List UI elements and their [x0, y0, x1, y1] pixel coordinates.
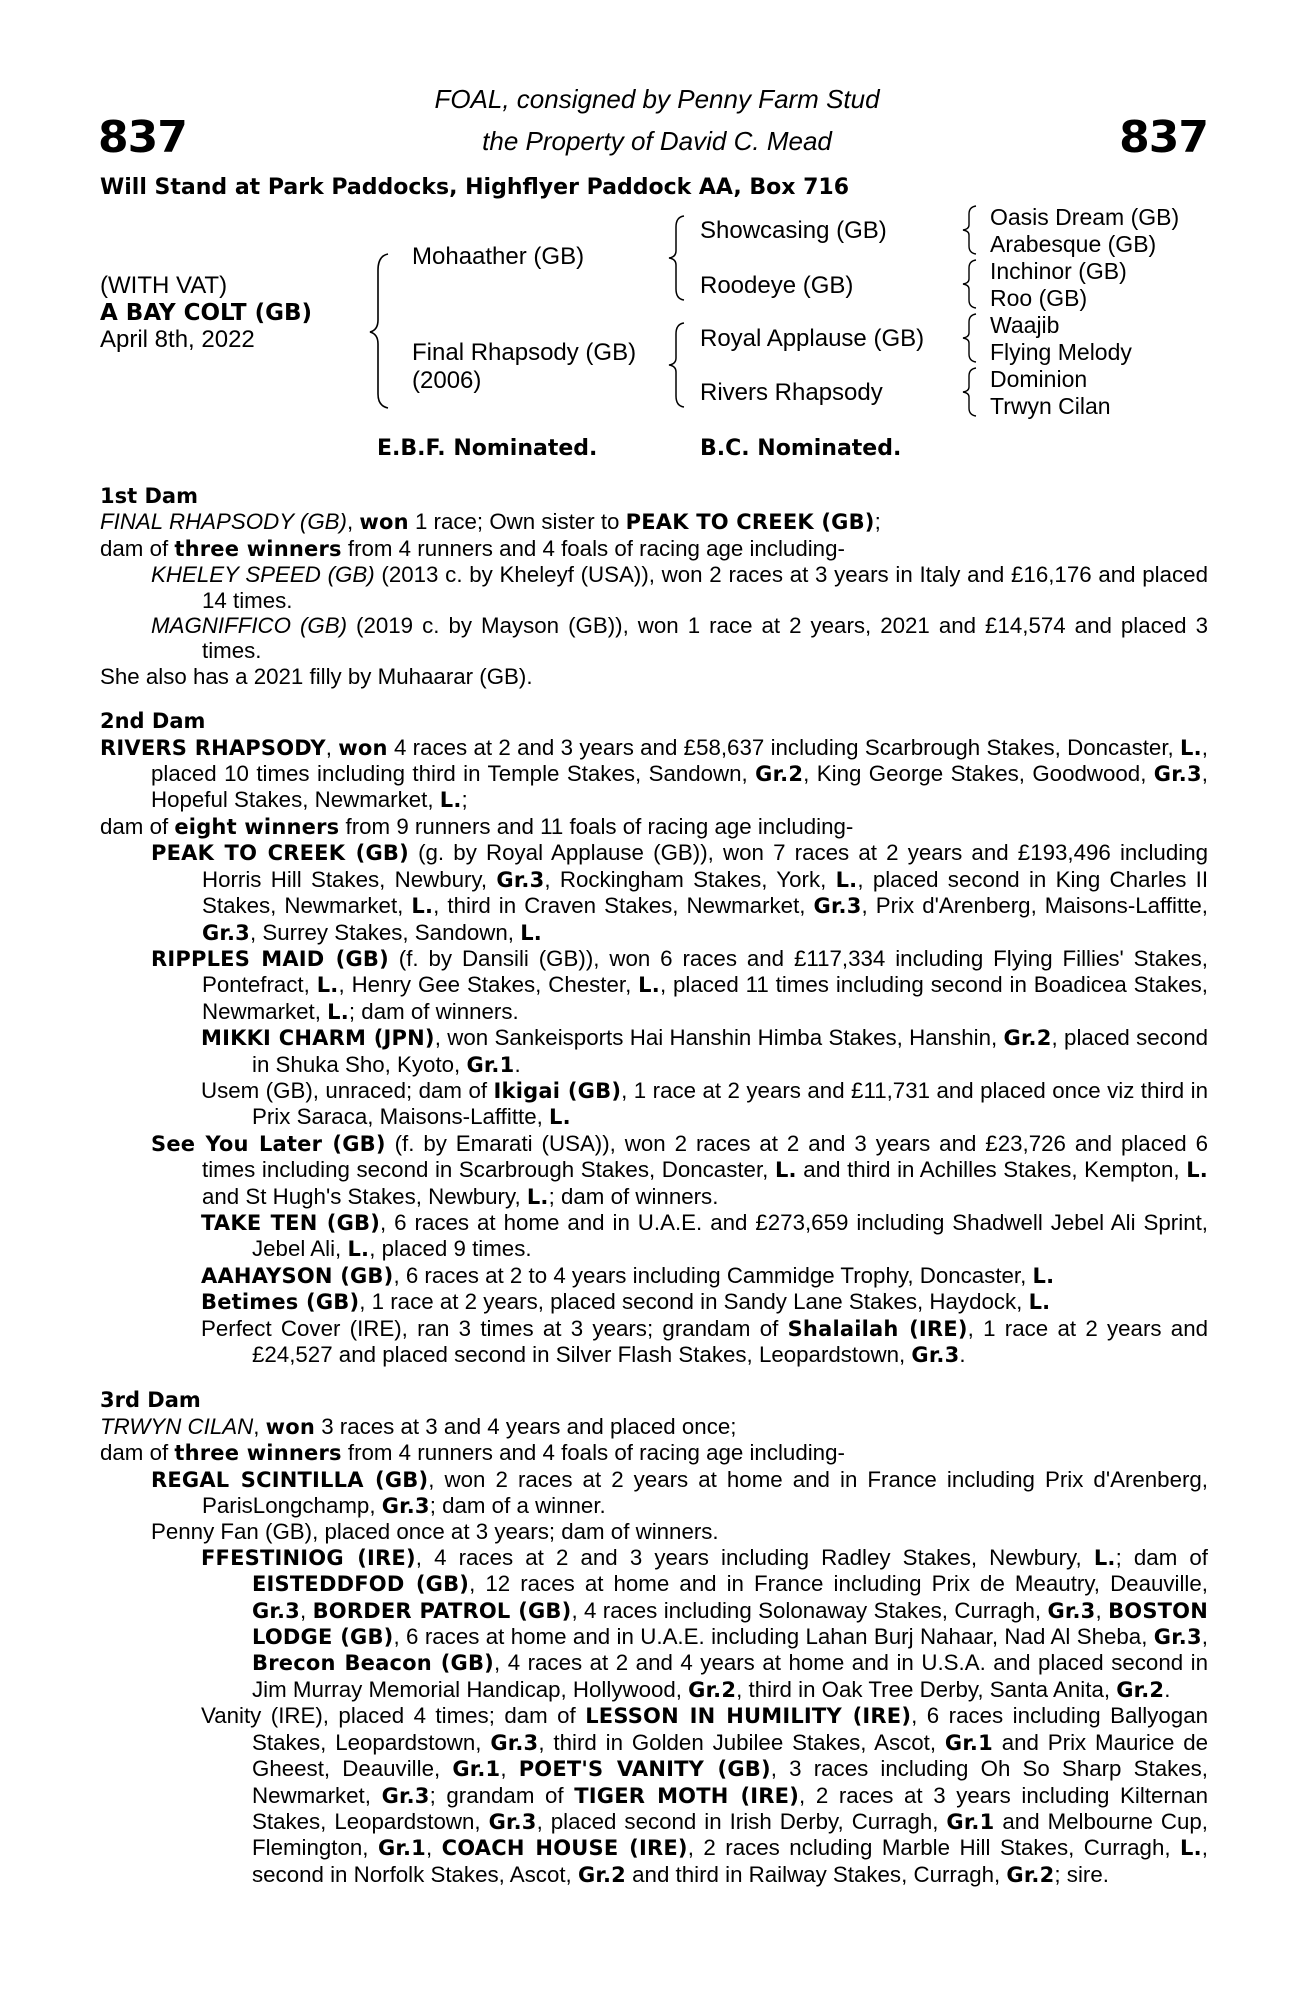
progeny-name: TAKE TEN (GB) [201, 1210, 381, 1235]
listed-badge: L. [411, 894, 434, 919]
progeny-name: BORDER PATROL (GB) [312, 1598, 572, 1623]
progeny-record: Usem (GB), unraced; dam of [201, 1077, 494, 1103]
progeny-record: , 6 races including Ballyogan Stakes, Leopardstown, [252, 1703, 1209, 1755]
progeny-record: , third in Craven Stakes, Newmarket, [433, 893, 814, 919]
pedigree-bracket-dam [666, 320, 690, 410]
first-dam-section [100, 484, 1208, 689]
third-dam-section [100, 1388, 1208, 1888]
horse-description: A BAY COLT (GB) [100, 300, 313, 326]
listed-badge: L. [1186, 1158, 1208, 1183]
pedigree-ds-dam: Flying Melody [990, 339, 1132, 365]
second-dam-heading: 2nd Dam [100, 709, 206, 734]
progeny-record: , placed second in King Charles II Stakes, Newmarket, [202, 866, 1209, 919]
group-badge: Gr.2 [577, 1862, 626, 1887]
group-badge: Gr.3 [488, 1809, 537, 1834]
progeny-record: (f. by Emarati (USA)), won 2 races at 2 and 3 years and £23,726 and placed 6 times including second in Scarbrough Stakes, Doncaster, [202, 1130, 1208, 1183]
third-dam-heading: 3rd Dam [100, 1388, 201, 1413]
progeny-record: and Melbourne Cup, Flemington, [252, 1808, 1208, 1861]
group-badge: Gr.1 [946, 1809, 995, 1834]
progeny-name: AAHAYSON (GB) [201, 1263, 394, 1288]
progeny-record: . [1164, 1676, 1171, 1702]
consignor-line: FOAL, consigned by Penny Farm Stud [434, 84, 880, 114]
progeny-record: , Rockingham Stakes, York, [544, 866, 836, 892]
first-dam-record: FINAL RHAPSODY (GB), won 1 race; Own sister to PEAK TO CREEK (GB); [100, 509, 881, 535]
progeny-record: , third in Golden Jubilee Stakes, Ascot, [538, 1729, 945, 1755]
progeny-record: , Prix d'Arenberg, Maisons-Laffitte, [861, 893, 1208, 919]
progeny-name: MIKKI CHARM (JPN) [201, 1026, 435, 1051]
group-badge: Gr.3 [1047, 1598, 1096, 1623]
foaled-date: April 8th, 2022 [100, 326, 255, 353]
listed-badge: L. [439, 788, 462, 813]
lot-number-left: 837 [98, 112, 187, 163]
dam-of-label: dam of [100, 535, 175, 561]
progeny-take-ten [201, 1210, 1208, 1263]
group-badge: Gr.1 [377, 1836, 426, 1861]
first-dam-also: She also has a 2021 filly by Muhaarar (GB). [100, 663, 533, 689]
group-badge: Gr.2 [1006, 1862, 1055, 1887]
progeny-record: , placed 9 times. [369, 1236, 532, 1262]
progeny-name: KHELEY SPEED (GB) [151, 562, 375, 588]
listed-badge: L. [1093, 1545, 1116, 1570]
progeny-record: and Prix Maurice de Gheest, Deauville, [252, 1729, 1209, 1782]
progeny-betimes [201, 1289, 1208, 1315]
record-text: 4 races at 2 and 3 years and £58,637 including Scarbrough Stakes, Doncaster, [387, 734, 1181, 760]
progeny-record: , 4 races including Solonaway Stakes, Curragh, [571, 1597, 1048, 1623]
progeny-record: (g. by Royal Applause (GB)), won 7 races at 2 years and £193,496 including Horris Hill Stakes, Newbury, [202, 840, 1208, 892]
progeny-name: COACH HOUSE (IRE) [441, 1836, 688, 1861]
second-dam-name: RIVERS RHAPSODY [100, 735, 326, 760]
winners-count: three winners [174, 536, 342, 561]
pedigree-ss-sire: Oasis Dream (GB) [990, 204, 1180, 230]
pedigree-brackets-third-gen [960, 204, 982, 424]
progeny-record: , [500, 1756, 519, 1782]
third-dam-name: TRWYN CILAN [100, 1413, 254, 1439]
bc-nominated: B.C. Nominated. [700, 436, 902, 461]
first-dam-text-end: ; [874, 509, 881, 535]
group-badge: Gr.3 [202, 920, 250, 945]
runners-text: from 4 runners and 4 foals of racing age including- [341, 535, 845, 561]
progeny-record: ; grandam of [429, 1782, 575, 1808]
progeny-record: , 1 race at 2 years, placed second in Sandy Lane Stakes, Haydock, [359, 1289, 1029, 1315]
progeny-name: BOSTON LODGE (GB) [252, 1598, 1209, 1650]
progeny-record: , 12 races at home and in France including Prix de Meautry, Deauville, [469, 1571, 1208, 1597]
record-text: , placed 10 times including third in Temple Stakes, Sandown, [151, 734, 1208, 787]
listed-badge: L. [549, 1105, 571, 1130]
progeny-record: , Henry Gee Stakes, Chester, [338, 972, 639, 998]
progeny-record: , [300, 1597, 313, 1623]
listed-badge: L. [1180, 1836, 1202, 1861]
progeny-record: ; sire. [1054, 1861, 1109, 1887]
progeny-record: , 2 races at 3 years including Kilternan Stakes, Leopardstown, [252, 1782, 1209, 1834]
listed-badge: L. [1028, 1290, 1051, 1315]
progeny-record: (2013 c. by Kheleyf (USA)), won 2 races at 3 years in Italy and £16,176 and placed 14 times. [202, 562, 1208, 613]
progeny-record: , [425, 1835, 442, 1861]
pedigree-dd-dam: Trwyn Cilan [990, 393, 1111, 419]
stand-location: Will Stand at Park Paddocks, Highflyer Paddock AA, Box 716 [100, 175, 850, 200]
pedigree-dam: Final Rhapsody (GB) [412, 339, 637, 366]
progeny-record: , 6 races at 2 to 4 years including Cammidge Trophy, Doncaster, [393, 1262, 1033, 1288]
catalogue-body [100, 484, 1208, 1888]
progeny-record: . [514, 1051, 521, 1077]
progeny-regal-scintilla [151, 1467, 1208, 1520]
progeny-record: , 4 races at 2 and 4 years at home and in U.S.A. and placed second in Jim Murray Memorial Handicap, Hollywood, [252, 1650, 1208, 1702]
separator: , [325, 734, 339, 760]
progeny-record: , placed second in Shuka Sho, Kyoto, [252, 1025, 1209, 1077]
progeny-record: , third in Oak Tree Derby, Santa Anita, [736, 1676, 1117, 1702]
progeny-name: EISTEDDFOD (GB) [252, 1572, 470, 1597]
progeny-record: (2019 c. by Mayson (GB)), won 1 race at 2 years, 2021 and £14,574 and placed 3 times. [202, 613, 1208, 664]
group-badge: Gr.3 [1153, 762, 1202, 787]
group-badge: Gr.3 [813, 894, 862, 919]
progeny-usem [201, 1078, 1208, 1131]
separator: , [253, 1413, 266, 1439]
progeny-name: Betimes (GB) [201, 1290, 360, 1315]
pedigree-sd-dam: Roo (GB) [990, 285, 1088, 311]
group-badge: Gr.2 [1116, 1677, 1165, 1702]
pedigree-bracket-sire [666, 213, 690, 303]
pedigree-dam-year: (2006) [412, 367, 482, 394]
first-dam-produce-summary [100, 536, 1208, 562]
won-label: won [265, 1414, 315, 1439]
record-text: ; [461, 787, 468, 813]
listed-badge: L. [1180, 735, 1202, 760]
won-label: won [338, 735, 388, 760]
group-badge: Gr.3 [381, 1494, 430, 1519]
listed-badge: L. [774, 1158, 797, 1183]
progeny-record: and St Hugh's Stakes, Newbury, [202, 1183, 527, 1209]
group-badge: Gr.3 [252, 1598, 300, 1623]
third-dam-record [100, 1414, 1208, 1440]
group-badge: Gr.3 [911, 1343, 960, 1367]
pedigree-bracket-main [366, 250, 396, 410]
ebf-nominated: E.B.F. Nominated. [377, 436, 598, 461]
progeny-perfect-cover [201, 1316, 1208, 1369]
group-badge: Gr.2 [1003, 1026, 1052, 1051]
pedigree-dam-dam: Rivers Rhapsody [700, 379, 883, 406]
listed-badge: L. [327, 999, 349, 1024]
listed-badge: L. [1032, 1263, 1055, 1288]
listed-badge: L. [526, 1184, 549, 1209]
progeny-record: , second in Norfolk Stakes, Ascot, [252, 1835, 1208, 1887]
progeny-ripples-maid [151, 946, 1208, 1025]
group-badge: Gr.1 [944, 1730, 993, 1755]
progeny-record: ; dam of [1115, 1544, 1208, 1570]
dam-of-label: dam of [100, 1440, 175, 1466]
property-line: the Property of David C. Mead [482, 126, 832, 156]
progeny-name: FFESTINIOG (IRE) [201, 1545, 416, 1570]
pedigree-dam-sire: Royal Applause (GB) [700, 325, 925, 352]
progeny-record: Vanity (IRE), placed 4 times; dam of [201, 1703, 586, 1729]
group-badge: Gr.2 [688, 1677, 737, 1702]
progeny-name: POET'S VANITY (GB) [518, 1757, 771, 1782]
progeny-record: , placed 11 times including second in Boadicea Stakes, Newmarket, [202, 972, 1208, 1024]
pedigree-dd-sire: Dominion [990, 366, 1088, 392]
progeny-name: Ikigai (GB) [493, 1078, 622, 1103]
progeny-record: ; dam of winners. [348, 998, 519, 1024]
record-text: 3 races at 3 and 4 years and placed once; [315, 1413, 737, 1439]
group-badge: Gr.1 [466, 1052, 515, 1077]
progeny-record: Perfect Cover (IRE), ran 3 times at 3 years; grandam of [201, 1315, 788, 1341]
progeny-record: , 3 races including Oh So Sharp Stakes, Newmarket, [252, 1756, 1208, 1808]
progeny-penny-fan: Penny Fan (GB), placed once at 3 years; dam of winners. [151, 1519, 719, 1545]
runners-text: from 9 runners and 11 foals of racing age including- [339, 813, 854, 839]
progeny-name: RIPPLES MAID (GB) [151, 946, 389, 971]
progeny-name: Brecon Beacon (GB) [252, 1651, 494, 1676]
progeny-record: . [959, 1342, 966, 1367]
group-badge: Gr.3 [490, 1730, 539, 1755]
progeny-name: REGAL SCINTILLA (GB) [151, 1467, 429, 1492]
pedigree-ss-dam: Arabesque (GB) [990, 231, 1157, 257]
progeny-record: and third in Achilles Stakes, Kempton, [796, 1157, 1187, 1183]
progeny-name: TIGER MOTH (IRE) [574, 1783, 799, 1808]
first-dam-heading: 1st Dam [100, 484, 198, 508]
progeny-vanity [201, 1703, 1208, 1888]
progeny-name: Shalailah (IRE) [787, 1316, 968, 1341]
listed-badge: L. [347, 1237, 370, 1262]
progeny-record: , 6 races at home and in U.A.E. and £273,659 including Shadwell Jebel Ali Sprint, Jebel Ali, [252, 1209, 1208, 1262]
group-badge: Gr.2 [755, 762, 804, 787]
progeny-record: , 2 races ncluding Marble Hill Stakes, Curragh, [687, 1835, 1181, 1861]
progeny-ffestiniog [201, 1545, 1208, 1703]
listed-badge: L. [316, 973, 339, 998]
progeny-peak-to-creek [151, 840, 1208, 946]
progeny-name: LESSON IN HUMILITY (IRE) [585, 1704, 912, 1729]
progeny-see-you-later [151, 1131, 1208, 1210]
progeny-record: , 1 race at 2 years and £11,731 and placed once viz third in Prix Saraca, Maisons-Laffitte, [252, 1077, 1208, 1130]
progeny-record: ; dam of winners. [548, 1183, 719, 1209]
second-dam-section [100, 709, 1208, 1368]
second-dam-record [100, 735, 1208, 814]
listed-badge: L. [835, 867, 858, 892]
progeny-record: , 6 races at home and in U.A.E. including Lahan Burj Nahaar, Nad Al Sheba, [393, 1624, 1154, 1650]
pedigree-ds-sire: Waajib [990, 312, 1060, 338]
first-dam-text: 1 race; Own sister to [408, 509, 626, 535]
lot-number-right: 837 [1119, 112, 1208, 163]
progeny-record: , Surrey Stakes, Sandown, [250, 919, 521, 945]
listed-badge: L. [520, 920, 542, 945]
pedigree-sire-dam: Roodeye (GB) [700, 272, 854, 299]
progeny-record: , [1201, 1624, 1208, 1650]
first-dam-progeny-1 [151, 562, 1208, 613]
progeny-name: PEAK TO CREEK (GB) [151, 841, 409, 866]
first-dam-sibling: PEAK TO CREEK (GB) [625, 510, 875, 535]
progeny-name: See You Later (GB) [151, 1131, 386, 1156]
group-badge: Gr.1 [452, 1757, 501, 1782]
record-text: , King George Stakes, Goodwood, [803, 761, 1154, 787]
group-badge: Gr.3 [496, 867, 545, 892]
progeny-record: , won 2 races at 2 years at home and in France including Prix d'Arenberg, ParisLongchamp, [202, 1466, 1208, 1519]
first-dam-name: FINAL RHAPSODY (GB) [100, 509, 347, 535]
listed-badge: L. [638, 973, 660, 998]
progeny-record: , 1 race at 2 years and £24,527 and placed second in Silver Flash Stakes, Leopardstown, [252, 1315, 1209, 1367]
progeny-record: , placed second in Irish Derby, Curragh, [536, 1808, 947, 1834]
progeny-name: MAGNIFFICO (GB) [151, 613, 348, 639]
winners-count: eight winners [174, 814, 340, 839]
winners-count: three winners [174, 1441, 342, 1466]
progeny-record: ; dam of a winner. [429, 1493, 606, 1519]
progeny-record: , [1095, 1597, 1109, 1623]
pedigree-sd-sire: Inchinor (GB) [990, 258, 1127, 284]
pedigree-sire-sire: Showcasing (GB) [700, 217, 887, 244]
third-dam-produce-summary [100, 1440, 1208, 1466]
dam-of-label: dam of [100, 813, 175, 839]
progeny-mikki-charm [201, 1025, 1208, 1078]
first-dam-won: won [359, 510, 409, 535]
progeny-record: and third in Railway Stakes, Curragh, [625, 1861, 1007, 1887]
group-badge: Gr.3 [381, 1783, 430, 1808]
pedigree-sire: Mohaather (GB) [412, 243, 585, 270]
progeny-record: (f. by Dansili (GB)), won 6 races and £117,334 including Flying Fillies' Stakes, Pontefract, [202, 945, 1208, 998]
runners-text: from 4 runners and 4 foals of racing age including- [341, 1440, 845, 1466]
vat-note: (WITH VAT) [100, 272, 228, 299]
group-badge: Gr.3 [1153, 1625, 1202, 1650]
progeny-record: , 4 races at 2 and 3 years including Radley Stakes, Newbury, [415, 1544, 1094, 1570]
record-text: , Hopeful Stakes, Newmarket, [151, 761, 1208, 813]
first-dam-progeny-2 [151, 613, 1208, 664]
second-dam-produce-summary [100, 814, 1208, 840]
progeny-aahayson [201, 1263, 1208, 1289]
progeny-record: , won Sankeisports Hai Hanshin Himba Stakes, Hanshin, [434, 1025, 1004, 1051]
